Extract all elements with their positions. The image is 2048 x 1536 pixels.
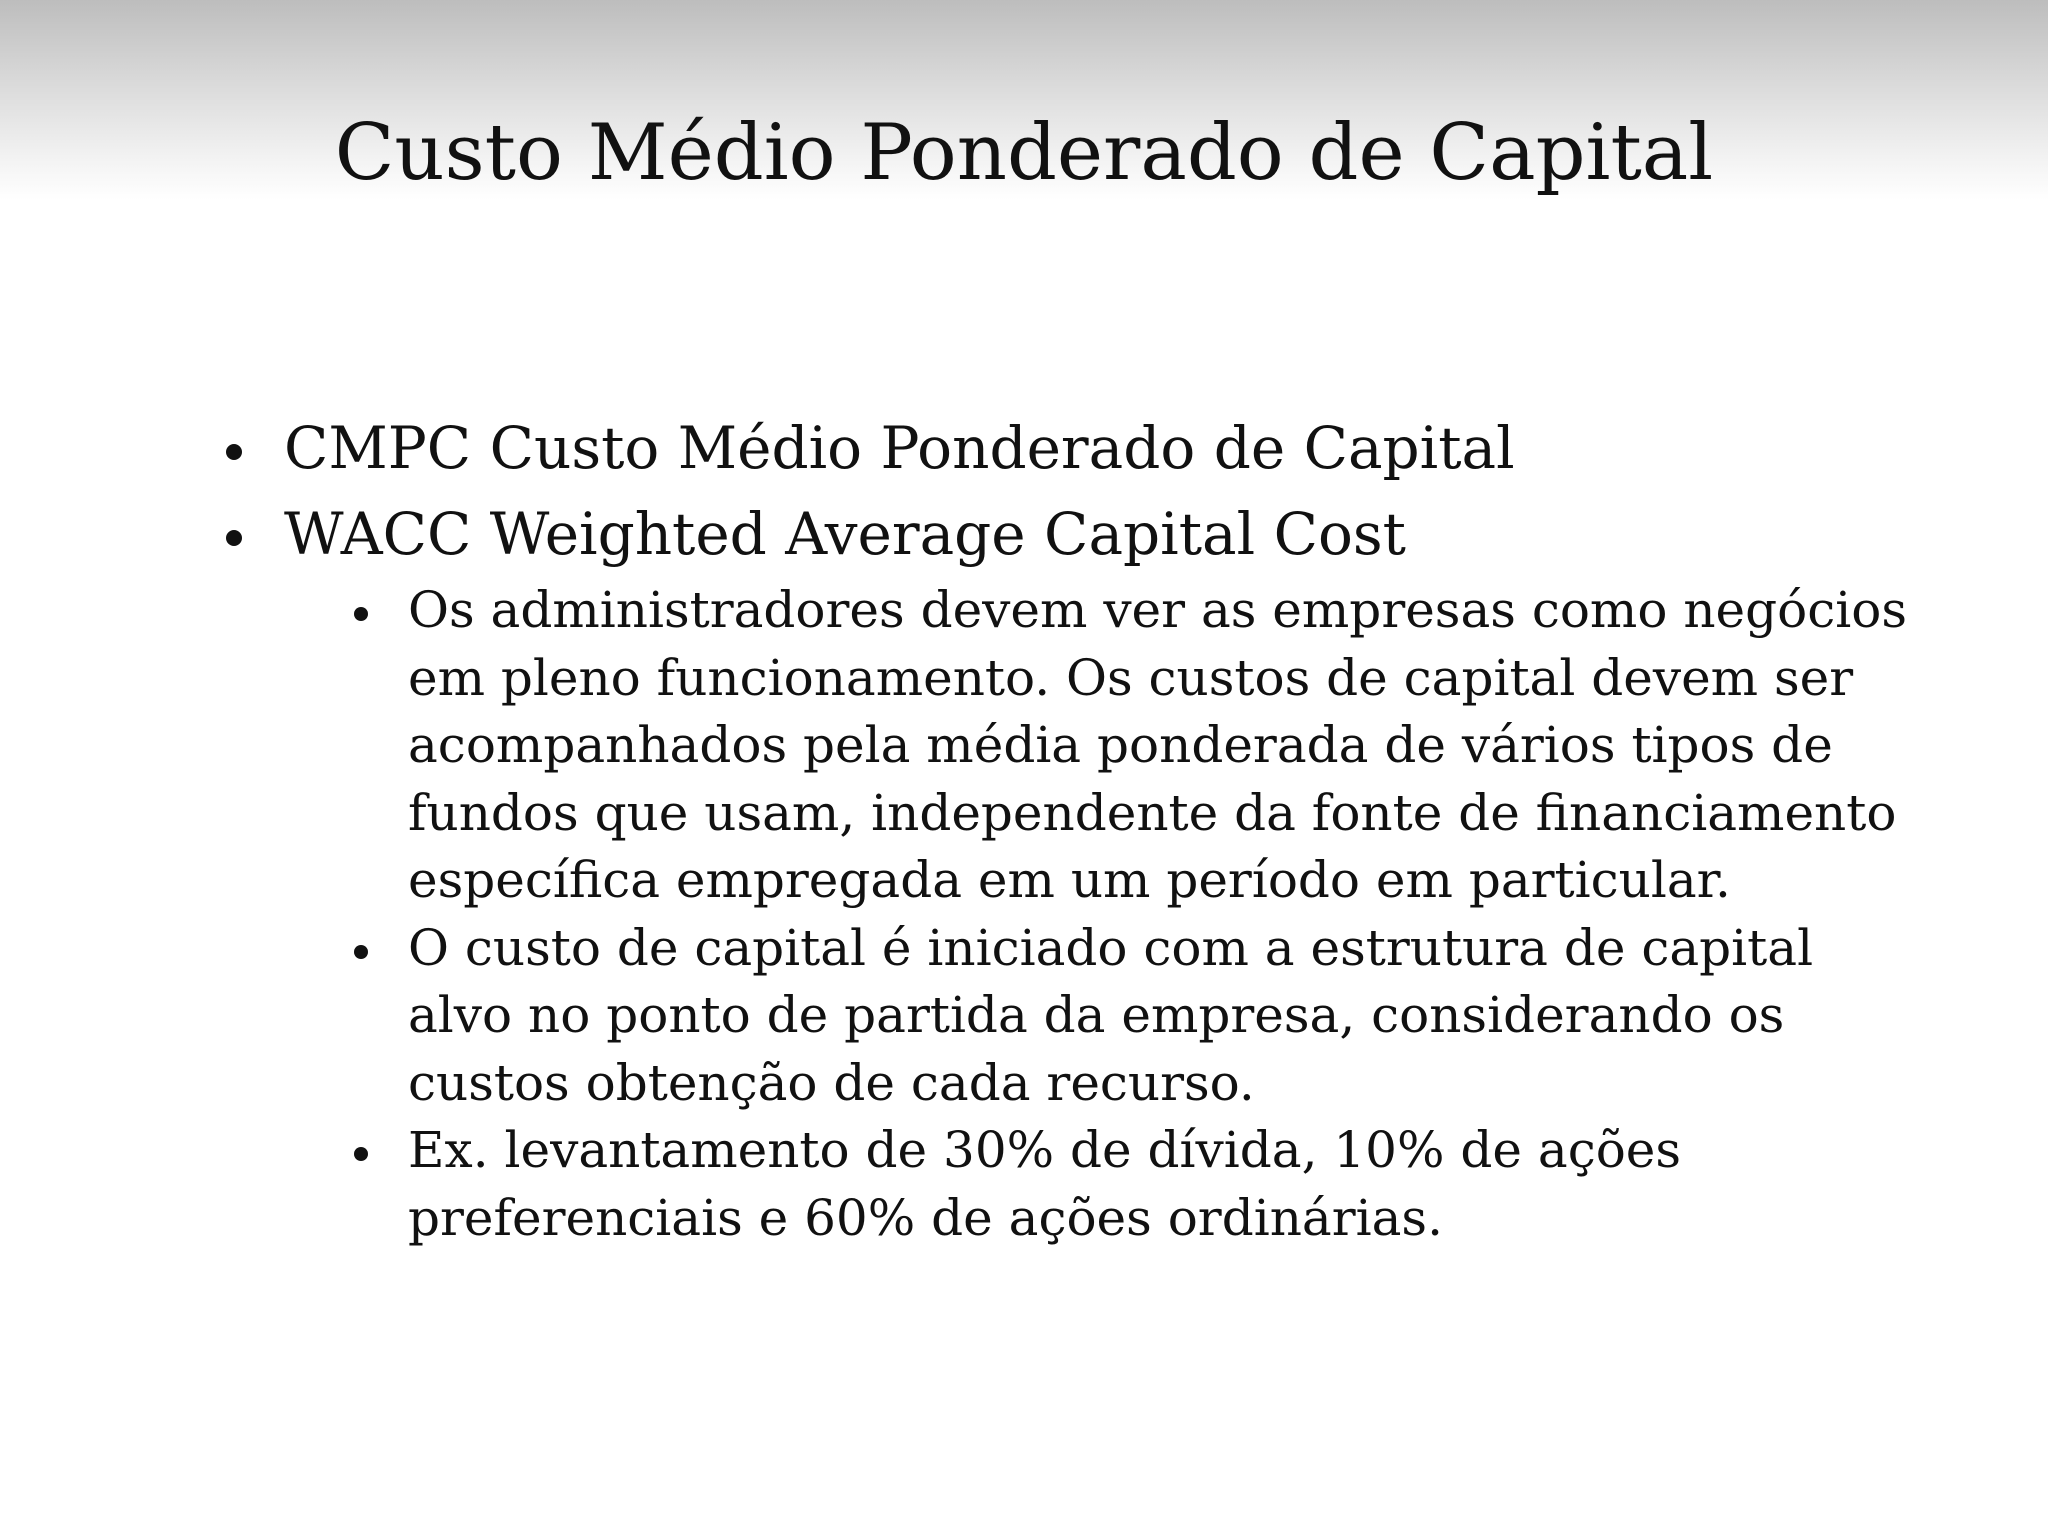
sub-bullet-text: O custo de capital é iniciado com a estrutura de capital alvo no ponto de partida da empresa, considerando os custos obtenção de cada recurso.: [408, 918, 1814, 1112]
sub-bullet-text: Os administradores devem ver as empresas como negócios em pleno funcionamento. Os custos de capital devem ser acompanhados pela média ponderada de vários tipos de fundos que usam, independente da fonte de financiamento específica empregada em um período em particular.: [408, 581, 1907, 909]
sub-bullet-item: [342, 577, 1928, 915]
sub-bullet-list: [342, 577, 1918, 1252]
sub-bullet-dot: [354, 1147, 368, 1161]
bullet-text: WACC Weighted Average Capital Cost: [284, 500, 1406, 568]
sub-bullet-dot: [354, 607, 368, 621]
bullet-dot: [226, 530, 242, 546]
slide-content: [218, 405, 1918, 1252]
sub-bullet-text: Ex. levantamento de 30% de dívida, 10% de ações preferenciais e 60% de ações ordinárias.: [408, 1121, 1682, 1247]
bullet-item: [218, 405, 1918, 491]
bullet-text: CMPC Custo Médio Ponderado de Capital: [284, 414, 1515, 482]
bullet-item: [218, 491, 1918, 577]
bullet-dot: [226, 444, 242, 460]
sub-bullet-item: [342, 1117, 1928, 1252]
sub-bullet-item: [342, 915, 1928, 1118]
sub-bullet-dot: [354, 945, 368, 959]
slide-title: Custo Médio Ponderado de Capital: [334, 108, 1714, 198]
